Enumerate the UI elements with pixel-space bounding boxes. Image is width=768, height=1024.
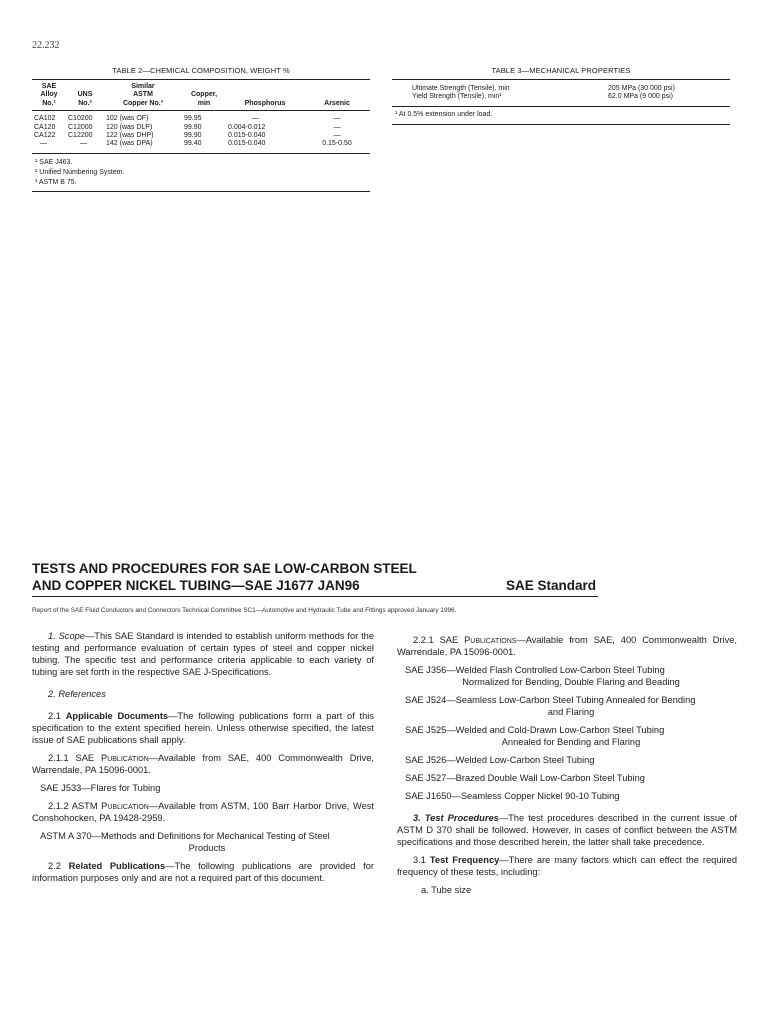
title-divider [32,596,598,597]
left-column [32,630,374,890]
property-value: 205 MPa (30 000 psi) [608,85,675,92]
reference-j526: SAE J526—Welded Low-Carbon Steel Tubing [405,755,595,765]
table-row: CA120 C12000 120 (was DLP) 99.90 0.004-0.012 — [34,123,341,131]
sae-publications-paragraph: 2.2.1 SAE Publications—Available from SAE, 400 Commonwealth Drive, Warrendale, PA 15096-0001. [397,635,737,657]
right-column [397,634,737,902]
col-phosphorus: Phosphorus [244,99,286,107]
table-row: CA102 C10200 102 (was OF) 99.95 — — [34,115,341,123]
reference-j524: SAE J524—Seamless Low-Carbon Steel Tubing Annealed for Bending and Flaring [405,695,696,717]
standard-type: SAE Standard [505,577,596,593]
references-heading: 2. References [48,689,106,699]
table2-footnote: ³ ASTM B 75. [35,178,77,186]
astm-publication-paragraph: 2.1.2 ASTM Publication—Available from ASTM, 100 Barr Harbor Drive, West Conshohocken, PA 19428-2959. [32,801,374,823]
list-item: a. Tube size [421,885,472,895]
table-row: CA122 C12200 122 (was DHP) 99.90 0.015-0.040 — [34,132,341,140]
property-value: 62.0 MPa (9 000 psi) [608,93,673,101]
col-sae: SAE Alloy No.¹ [40,83,58,107]
reference-j527: SAE J527—Brazed Double Wall Low-Carbon Steel Tubing [405,773,645,783]
table-row: — — 142 (was DPA) 99.40 0.015-0.040 0.15-0.50 [40,140,352,148]
related-publications-paragraph: 2.2 Related Publications—The following publications are provided for information purposes only and are not a required part of this document. [32,861,374,883]
property-label: Ultimate Strength (Tensile), min [412,85,510,92]
table3-footnote: ¹ At 0.5% extension under load. [392,107,730,125]
table2-footnote: ² Unified Numbering System. [35,168,125,176]
col-uns: UNS No.² [77,91,93,107]
col-arsenic: Arsenic [324,99,350,107]
table2-footnote: ¹ SAE J463. [35,158,73,166]
scope-paragraph: 1. Scope—This SAE Standard is intended to establish uniform methods for the testing and performance evaluation of certain types of steel and copper nickel tubing. The specific test and performance criteria applicable to each variety of tubing are set forth in the respective SAE J-Specifications. [32,631,374,677]
sae-publication-paragraph: 2.1.1 SAE Publication—Available from SAE, 400 Commonwealth Drive, Warrendale, PA 15096-0001. [32,753,374,775]
table2-caption: TABLE 2—CHEMICAL COMPOSITION, WEIGHT % [112,66,290,75]
reference-j1650: SAE J1650—Seamless Copper Nickel 90-10 Tubing [405,791,620,801]
chemical-composition-table [32,66,370,192]
applicable-documents-paragraph: 2.1 Applicable Documents—The following publications form a part of this specification to the extent specified herein. Unless otherwise specified, the latest issue of SAE publications shall apply. [32,711,375,745]
standard-title: TESTS AND PROCEDURES FOR SAE LOW-CARBON STEEL AND COPPER NICKEL TUBING—SAE J1677 JAN96 SAE Standard [32,561,596,593]
reference-astm-a370: ASTM A 370—Methods and Definitions for Mechanical Testing of Steel Products [40,831,330,853]
table2-header-row [32,80,370,111]
col-astm: Similar ASTM Copper No.³ [122,83,164,107]
committee-report-note: Report of the SAE Fluid Conductors and Connectors Technical Committee SC1—Automotive and Hydraulic Tube and Fittings approved January 1996. [32,607,457,614]
reference-j356: SAE J356—Welded Flash Controlled Low-Carbon Steel Tubing Normalized for Bending, Double Flaring and Beading [405,665,680,687]
table3-caption: TABLE 3—MECHANICAL PROPERTIES [491,66,631,75]
reference-j525: SAE J525—Welded and Cold-Drawn Low-Carbon Steel Tubing Annealed for Bending and Flaring [405,725,665,747]
page-number: 22.232 [32,40,60,51]
test-frequency-paragraph: 3.1 Test Frequency—There are many factors which can effect the required frequency of these tests, including: [397,855,737,877]
test-procedures-paragraph: 3. Test Procedures—The test procedures described in the current issue of ASTM D 370 shall be followed. However, in cases of conflict between the ASTM specifications and those described herein, the latter shall take precedence. [397,813,737,847]
col-copper: Copper, min [190,91,218,107]
property-label: Yield Strength (Tensile), min¹ [412,93,502,101]
reference-j533: SAE J533—Flares for Tubing [40,783,161,793]
mechanical-properties-table [392,66,730,125]
